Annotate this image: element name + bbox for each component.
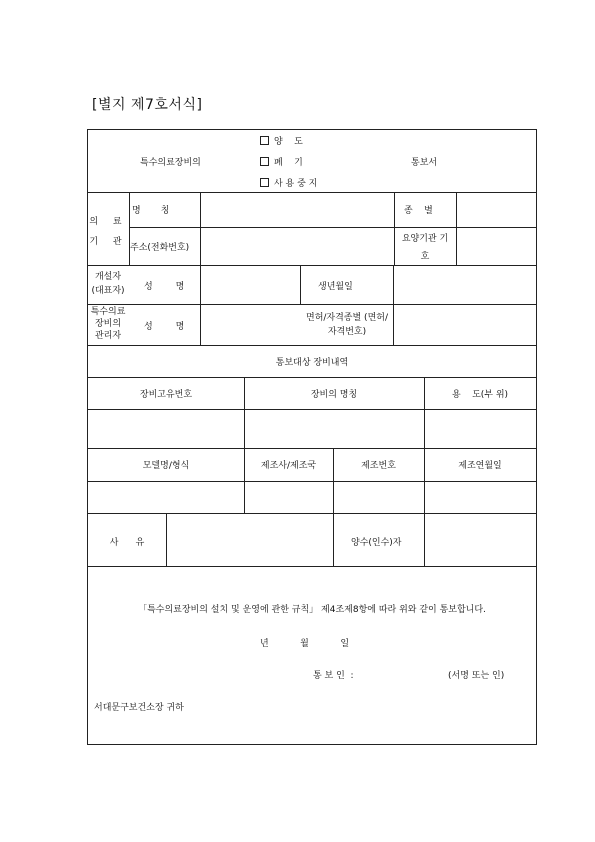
institution-name-label: 명 칭 bbox=[132, 206, 170, 216]
manufacturer-header: 제조사/제조국 bbox=[260, 461, 317, 471]
manager-license-label: 면허/자격종별 (면허/자격번호) bbox=[306, 313, 388, 337]
checkbox-icon bbox=[260, 157, 269, 166]
manager-name-label: 성 명 bbox=[144, 322, 185, 332]
form-title: [별지 제7호서식] bbox=[92, 97, 203, 113]
institution-code-label: 요양기관 기호 bbox=[401, 234, 449, 262]
transferee-label: 양수(인수)자 bbox=[351, 538, 402, 548]
equipment-id-header: 장비고유번호 bbox=[139, 390, 193, 400]
date-line: 년 월 일 bbox=[260, 639, 350, 649]
founder-label: 개설자 (대표자) bbox=[91, 272, 125, 296]
institution-label: 의 료 기 관 bbox=[89, 217, 128, 247]
model-header: 모델명/형식 bbox=[142, 461, 190, 471]
declaration-text: 「특수의료장비의 설치 및 운영에 관한 규칙」 제4조제8항에 따라 위와 같이 통보합니다. bbox=[138, 605, 486, 615]
option-suspend[interactable]: 사 용 중 지 bbox=[260, 176, 317, 189]
checkbox-icon bbox=[260, 136, 269, 145]
institution-type-label: 종 별 bbox=[404, 206, 433, 216]
manufacture-date-header: 제조연월일 bbox=[458, 461, 502, 471]
equipment-section-title: 통보대상 장비내역 bbox=[275, 358, 349, 368]
equipment-name-header: 장비의 명칭 bbox=[310, 390, 358, 400]
notifier-label: 통 보 인 : bbox=[313, 671, 354, 681]
reason-label: 사 유 bbox=[109, 538, 145, 548]
founder-birth-label: 생년월일 bbox=[318, 282, 353, 292]
header-subject: 특수의료장비의 bbox=[140, 158, 201, 168]
option-dispose[interactable]: 폐 기 bbox=[260, 155, 303, 168]
header-doc-type: 통보서 bbox=[411, 158, 438, 168]
option-transfer[interactable]: 양 도 bbox=[260, 134, 303, 147]
serial-number-header: 제조번호 bbox=[361, 461, 396, 471]
manager-label: 특수의료 장비의 관리자 bbox=[90, 307, 126, 341]
founder-name-label: 성 명 bbox=[144, 282, 185, 292]
institution-address-label: 주소(전화번호) bbox=[130, 243, 190, 253]
recipient-text: 서대문구보건소장 귀하 bbox=[94, 703, 184, 713]
equipment-purpose-header: 용 도(부 위) bbox=[451, 390, 509, 400]
signature-note: (서명 또는 인) bbox=[448, 671, 505, 681]
notification-form bbox=[87, 129, 537, 745]
checkbox-icon bbox=[260, 178, 269, 187]
